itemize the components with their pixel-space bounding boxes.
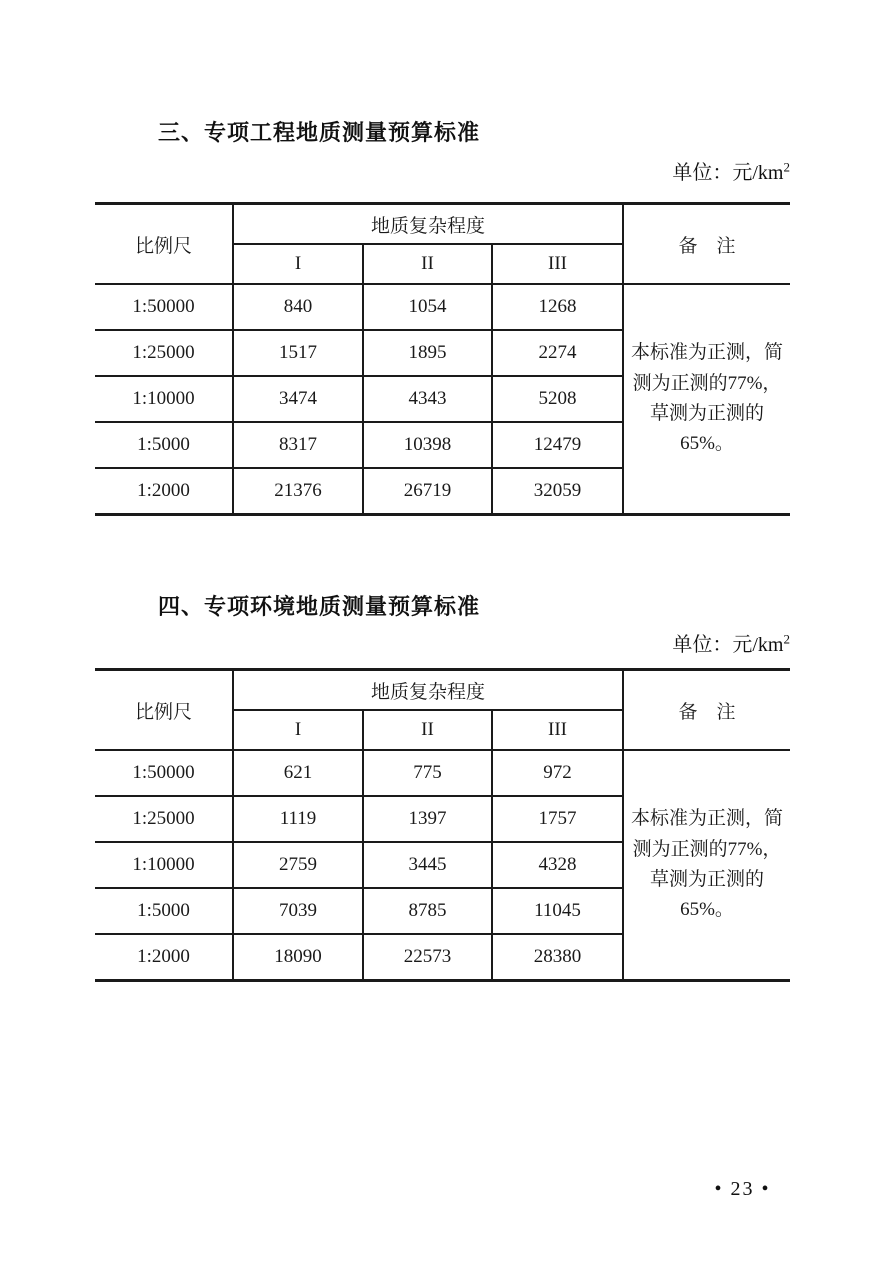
value-cell: 1268 [492, 284, 623, 330]
remark-cell: 本标准为正测，简测为正测的77%，草测为正测的65%。 [630, 808, 783, 921]
value-cell: 840 [233, 284, 363, 330]
scale-cell: 1:25000 [95, 330, 233, 376]
value-cell: 5208 [492, 376, 623, 422]
value-cell: 32059 [492, 468, 623, 515]
unit-superscript: 2 [783, 631, 790, 647]
value-cell: 1054 [363, 284, 492, 330]
header-grade-1: I [233, 244, 363, 284]
value-cell: 1757 [492, 796, 623, 842]
header-complexity: 地质复杂程度 [233, 670, 623, 711]
value-cell: 18090 [233, 934, 363, 981]
value-cell: 22573 [363, 934, 492, 981]
value-cell: 2759 [233, 842, 363, 888]
value-cell: 7039 [233, 888, 363, 934]
scale-cell: 1:5000 [95, 888, 233, 934]
header-grade-2: II [363, 244, 492, 284]
header-scale: 比例尺 [95, 670, 233, 751]
value-cell: 4328 [492, 842, 623, 888]
value-cell: 11045 [492, 888, 623, 934]
value-cell: 621 [233, 750, 363, 796]
section-2-title: 四、专项环境地质测量预算标准 [158, 594, 481, 619]
value-cell: 4343 [363, 376, 492, 422]
header-grade-3: III [492, 244, 623, 284]
value-cell: 10398 [363, 422, 492, 468]
value-cell: 1517 [233, 330, 363, 376]
scale-cell: 1:2000 [95, 934, 233, 981]
section-1-unit-label [95, 156, 790, 185]
value-cell: 3445 [363, 842, 492, 888]
value-cell: 12479 [492, 422, 623, 468]
header-complexity: 地质复杂程度 [233, 204, 623, 245]
unit-text: 单位：元/km [672, 634, 784, 656]
engineering-geology-budget-table [95, 202, 790, 516]
value-cell: 8785 [363, 888, 492, 934]
header-remark: 备 注 [623, 204, 790, 285]
value-cell: 1895 [363, 330, 492, 376]
unit-superscript: 2 [783, 159, 790, 175]
header-grade-2: II [363, 710, 492, 750]
value-cell: 1397 [363, 796, 492, 842]
environmental-geology-budget-table [95, 668, 790, 982]
scale-cell: 1:50000 [95, 750, 233, 796]
value-cell: 775 [363, 750, 492, 796]
section-2-unit-label [95, 628, 790, 657]
header-grade-1: I [233, 710, 363, 750]
header-grade-3: III [492, 710, 623, 750]
table-row [95, 284, 790, 330]
scale-cell: 1:10000 [95, 376, 233, 422]
scale-cell: 1:25000 [95, 796, 233, 842]
value-cell: 21376 [233, 468, 363, 515]
table-row [95, 750, 790, 796]
header-scale: 比例尺 [95, 204, 233, 285]
value-cell: 26719 [363, 468, 492, 515]
scale-cell: 1:50000 [95, 284, 233, 330]
value-cell: 8317 [233, 422, 363, 468]
unit-text: 单位：元/km [672, 162, 784, 184]
value-cell: 28380 [492, 934, 623, 981]
value-cell: 972 [492, 750, 623, 796]
value-cell: 1119 [233, 796, 363, 842]
page-number: • 23 • [714, 1178, 771, 1200]
header-remark: 备 注 [623, 670, 790, 751]
scale-cell: 1:10000 [95, 842, 233, 888]
scale-cell: 1:2000 [95, 468, 233, 515]
remark-cell: 本标准为正测，简测为正测的77%，草测为正测的65%。 [630, 342, 783, 455]
section-1-title: 三、专项工程地质测量预算标准 [158, 120, 481, 145]
value-cell: 3474 [233, 376, 363, 422]
scale-cell: 1:5000 [95, 422, 233, 468]
value-cell: 2274 [492, 330, 623, 376]
